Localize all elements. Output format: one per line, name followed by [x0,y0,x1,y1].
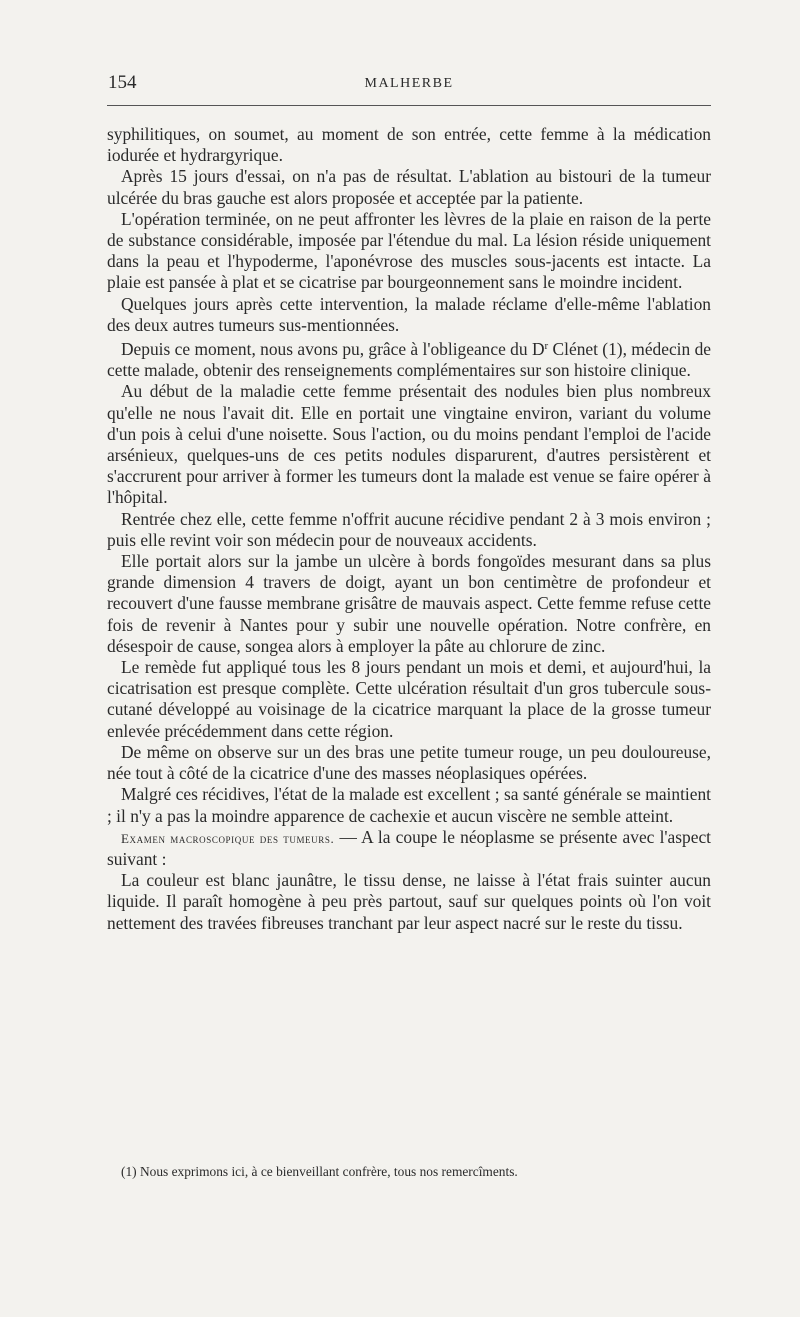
section-heading: Examen macroscopique des tumeurs. [121,830,335,846]
footnote: (1) Nous exprimons ici, à ce bienveillant confrère, tous nos remercîments. [121,1164,518,1179]
paragraph: Malgré ces récidives, l'état de la malade est excellent ; sa santé générale se maintient ; il n'y a pas la moindre apparence de cachexie et aucun viscère ne semble atteint. [107,784,711,826]
page-number: 154 [108,72,137,93]
clenet-text-after: Clénet (1), médecin de cette malade, obtenir des renseignements complémentaires sur son histoire clinique. [107,339,711,381]
header-rule [107,105,711,106]
paragraph: Le remède fut appliqué tous les 8 jours pendant un mois et demi, et aujourd'hui, la cicatrisation est presque complète. Cette ulcération résultait d'un gros tubercule sous-cutané développé au voisinage de la cicatrice marquant la place de la grosse tumeur enlevée précédemment dans cette région. [107,657,711,741]
superscript: r [544,340,549,353]
paragraph: De même on observe sur un des bras une petite tumeur rouge, un peu douloureuse, née tout à côté de la cicatrice d'une des masses néoplasiques opérées. [107,741,711,784]
paragraph: Après 15 jours d'essai, on n'a pas de résultat. L'ablation au bistouri de la tumeur ulcérée du bras gauche est alors proposée et acceptée par la patiente. [107,166,711,208]
body-text [107,124,711,934]
examen-text: — A la coupe le néoplasme se présente avec l'aspect suivant : [107,826,711,869]
paragraph-clenet [107,336,711,381]
paragraph: La couleur est blanc jaunâtre, le tissu dense, ne laisse à l'état frais suinter aucun liquide. Il paraît homogène à peu près partout, sauf sur quelques points où l'on voit nettement des travées fibreuses tranchant par leur aspect nacré sur le reste du tissu. [107,870,711,933]
paragraph: Quelques jours après cette intervention, la malade réclame d'elle-même l'ablation des deux autres tumeurs sus-mentionnées. [107,293,711,335]
running-title: MALHERBE [364,76,454,91]
paragraph: Rentrée chez elle, cette femme n'offrit aucune récidive pendant 2 à 3 mois environ ; puis elle revint voir son médecin pour de nouveaux accidents. [107,508,711,550]
page-header [107,72,711,102]
paragraph: L'opération terminée, on ne peut affronter les lèvres de la plaie en raison de la perte de substance considérable, imposée par l'étendue du mal. La lésion réside uniquement dans la peau et l'hypoderme, l'aponévrose des muscles sous-jacents est intacte. La plaie est pansée à plat et se cicatrise par bourgeonnement sans le moindre incident. [107,208,711,293]
paragraph: syphilitiques, on soumet, au moment de son entrée, cette femme à la médication iodurée et hydrargyrique. [107,124,711,166]
paragraph: Elle portait alors sur la jambe un ulcère à bords fongoïdes mesurant dans sa plus grande dimension 4 travers de doigt, ayant un bon centimètre de profondeur et recouvert d'une fausse membrane grisâtre de mauvais aspect. Cette femme refuse cette fois de revenir à Nantes pour y subir une nouvelle opération. Notre confrère, en désespoir de cause, songea alors à employer la pâte au chlorure de zinc. [107,551,711,656]
paragraph-examen [107,827,711,870]
clenet-text-before: Depuis ce moment, nous avons pu, grâce à l'obligeance du D [121,339,545,360]
paragraph: Au début de la maladie cette femme présentait des nodules bien plus nombreux qu'elle ne nous l'avait dit. Elle en portait une vingtaine environ, variant du volume d'un pois à celui d'une noisette. Sous l'action, ou du moins pendant l'emploi de l'acide arsénieux, quelques-uns de ces petits nodules disparurent, d'autres persistèrent et s'accrurent pour arriver à former les tumeurs dont la malade est venue se faire opérer à l'hôpital. [107,381,711,508]
